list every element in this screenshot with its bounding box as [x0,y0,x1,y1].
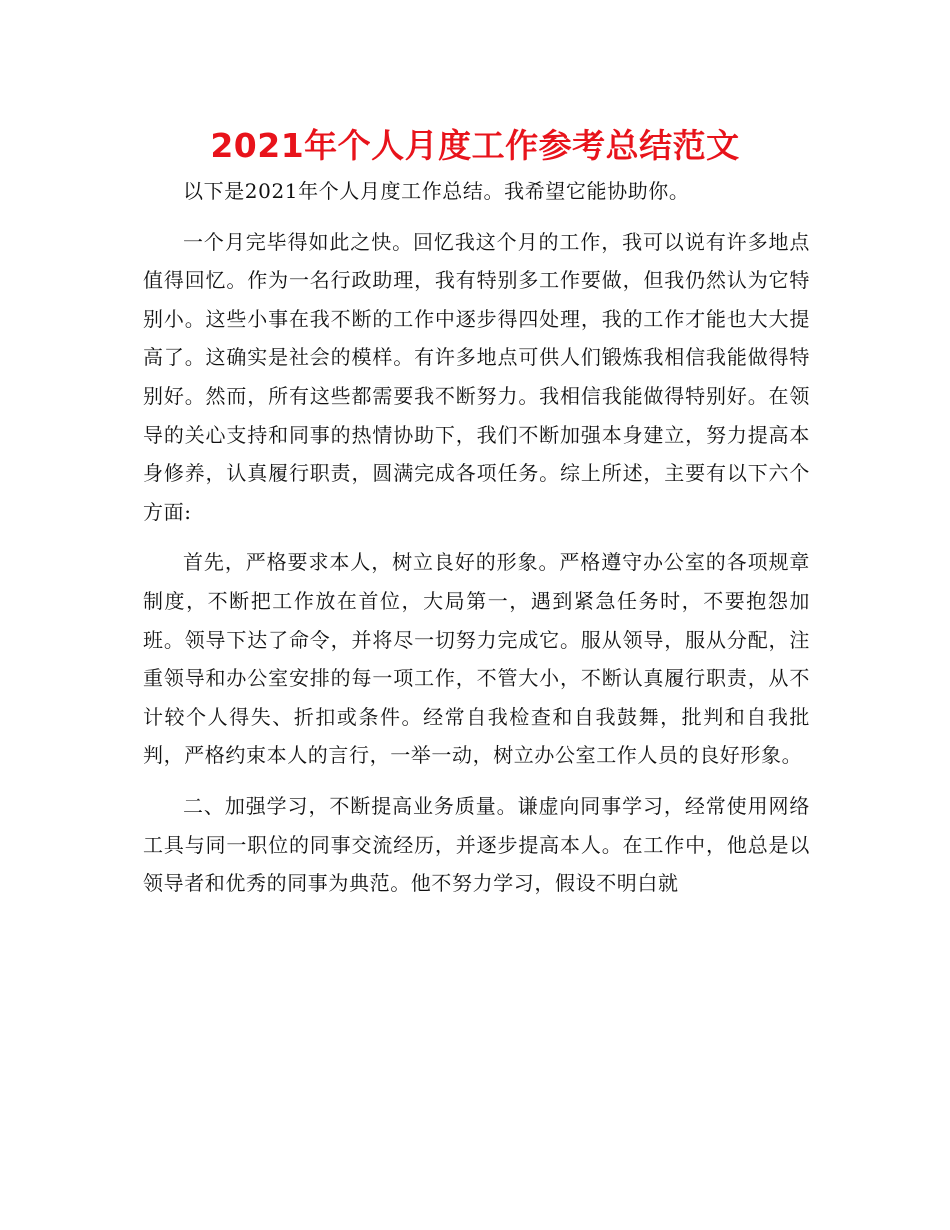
paragraph-point-one: 首先，严格要求本人，树立良好的形象。严格遵守办公室的各项规章制度，不断把工作放在首位，大局第一，遇到紧急任务时，不要抱怨加班。领导下达了命令，并将尽一切努力完成它。服从领导，服从分配，注重领导和办公室安排的每一项工作，不管大小，不断认真履行职责，从不计较个人得失、折扣或条件。经常自我检查和自我鼓舞，批判和自我批判，严格约束本人的言行，一举一动，树立办公室工作人员的良好形象。 [143,550,810,768]
document-body [143,172,810,903]
paragraph-intro: 以下是2021年个人月度工作总结。我希望它能协助你。 [183,179,690,203]
paragraph-point-two: 二、加强学习，不断提高业务质量。谦虚向同事学习，经常使用网络工具与同一职位的同事交流经历，并逐步提高本人。在工作中，他总是以领导者和优秀的同事为典范。他不努力学习，假设不明白就 [143,793,810,896]
paragraph-overview: 一个月完毕得如此之快。回忆我这个月的工作，我可以说有许多地点值得回忆。作为一名行政助理，我有特别多工作要做，但我仍然认为它特别小。这些小事在我不断的工作中逐步得四处理，我的工作才能也大大提高了。这确实是社会的模样。有许多地点可供人们锻炼我相信我能做得特别好。然而，所有这些都需要我不断努力。我相信我能做得特别好。在领导的关心支持和同事的热情协助下，我们不断加强本身建立，努力提高本身修养，认真履行职责，圆满完成各项任务。综上所述，主要有以下六个方面: [143,229,810,524]
document-title: 2021年个人月度工作参考总结范文 [210,126,740,165]
